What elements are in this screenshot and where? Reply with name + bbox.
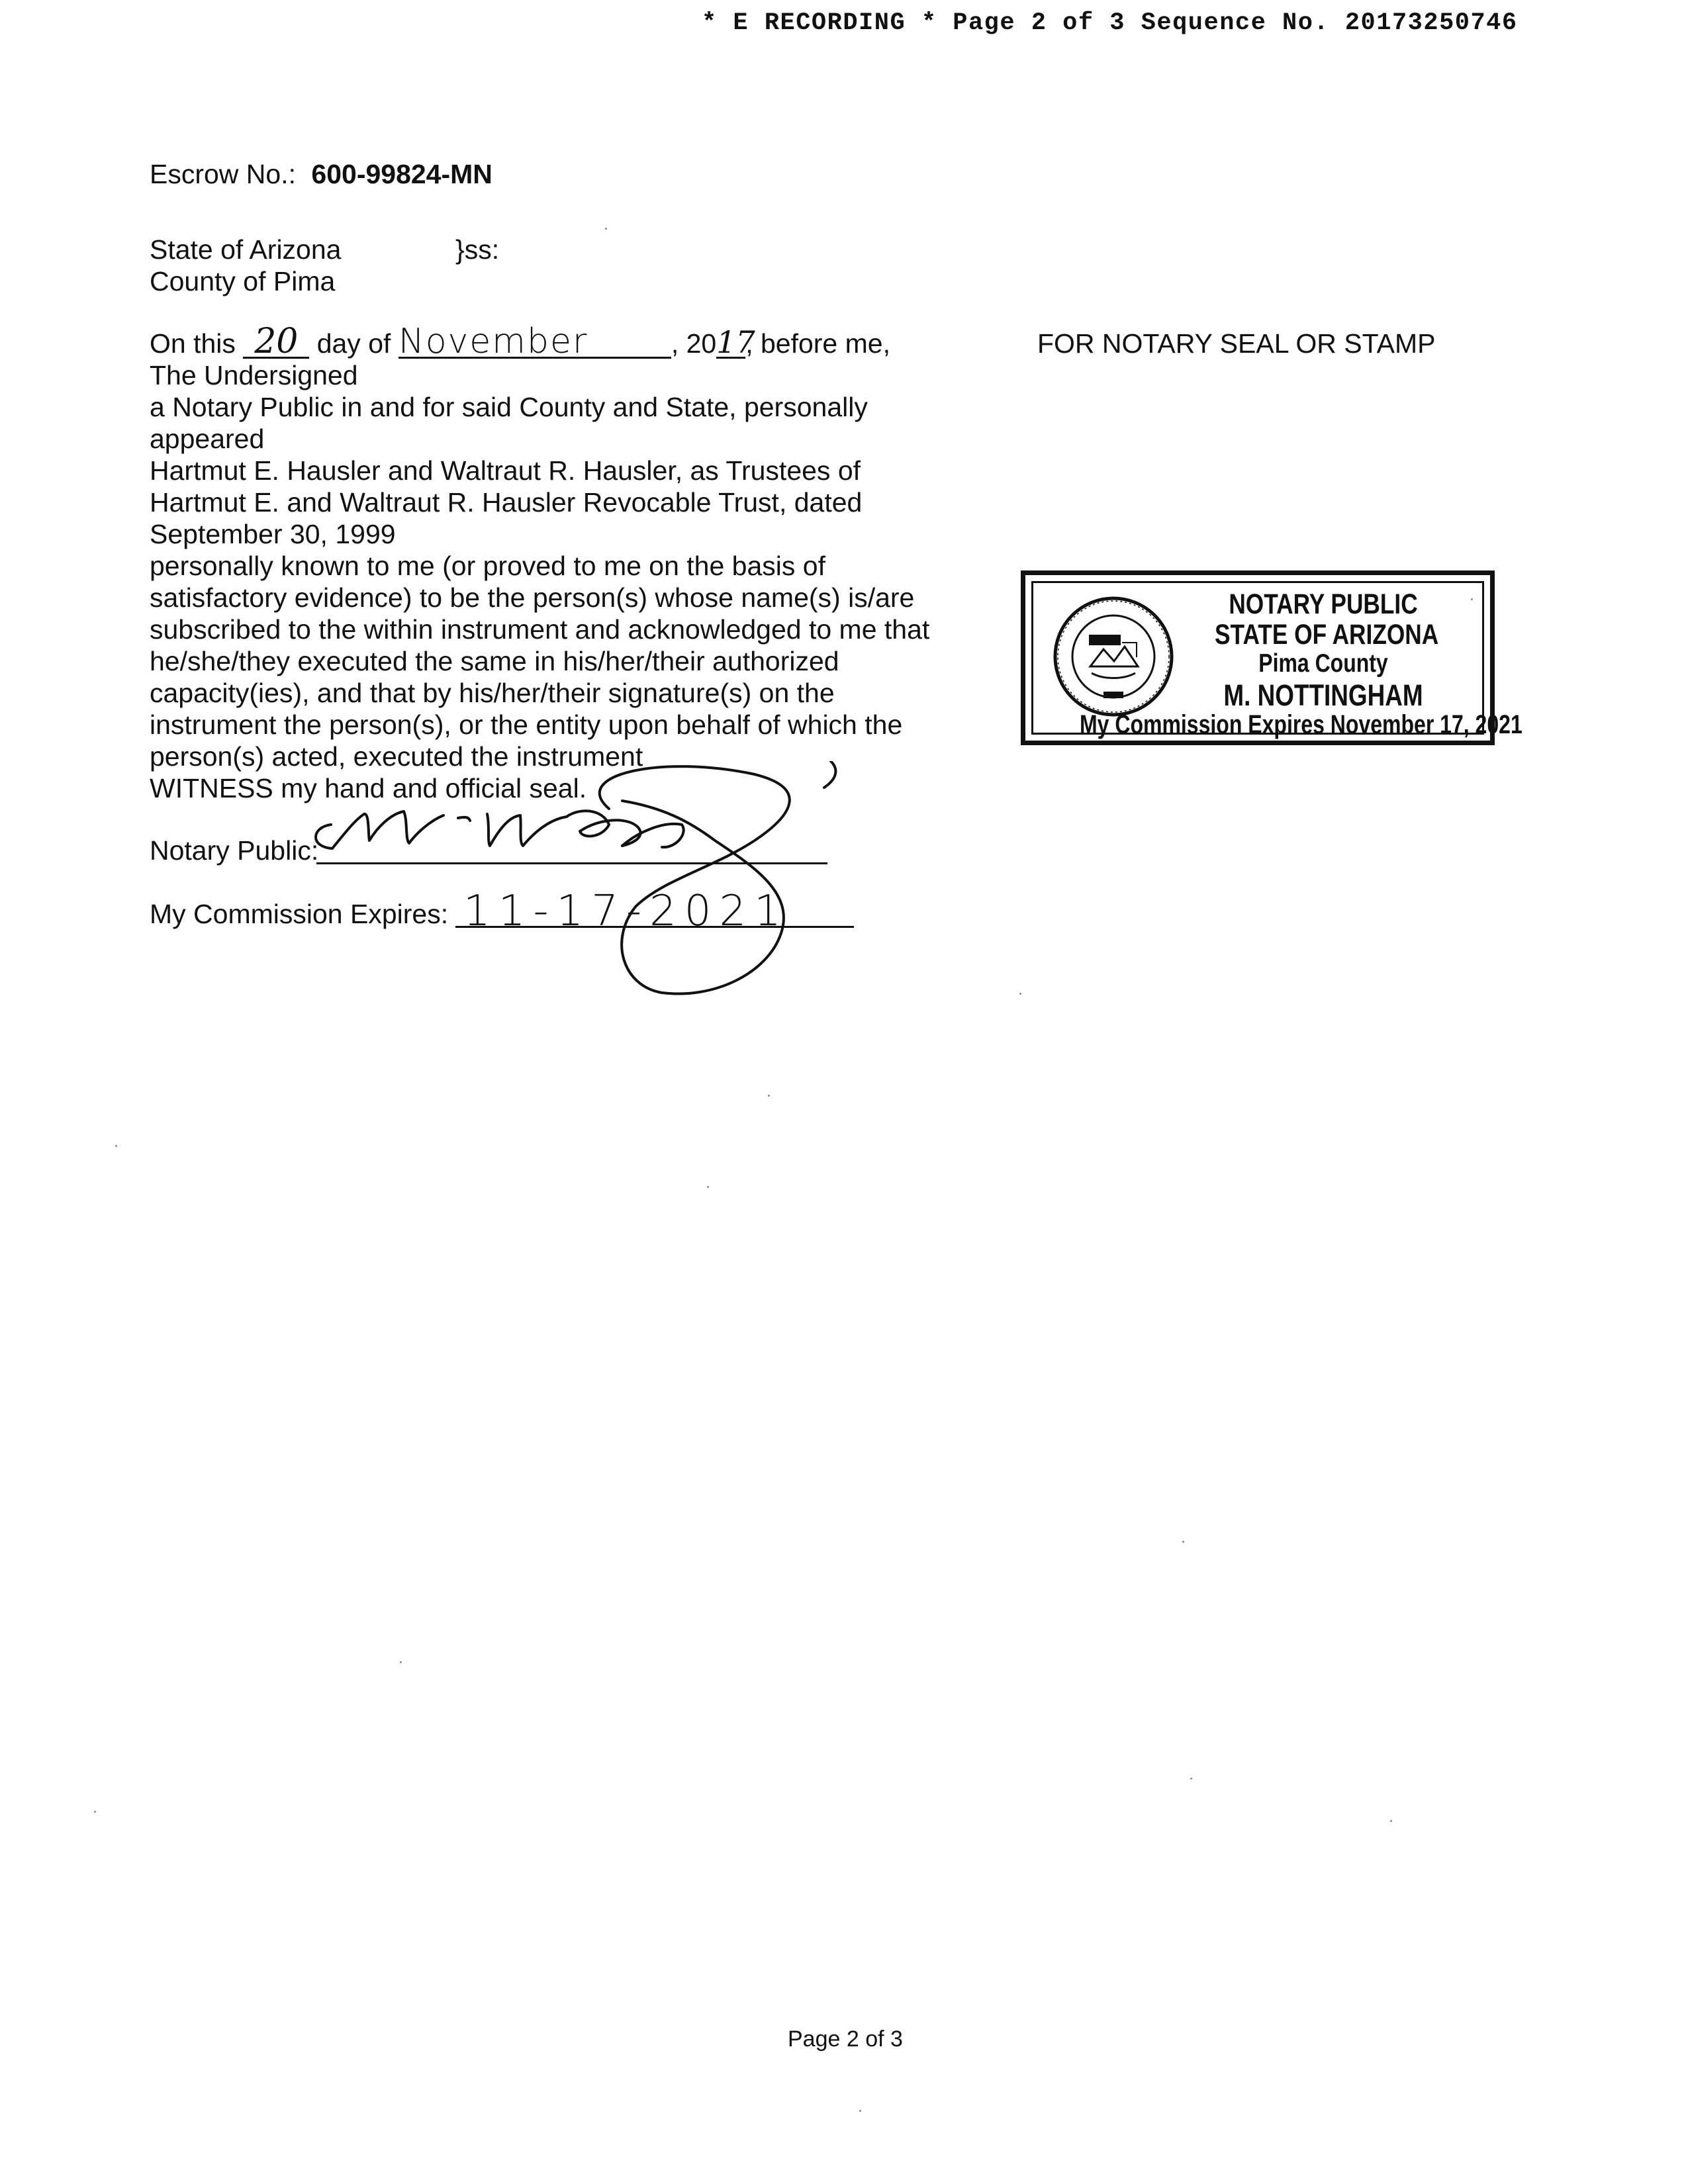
scan-speck — [1390, 1820, 1392, 1822]
year-prefix: , 20 — [671, 328, 717, 359]
venue-state: State of Arizona — [150, 234, 342, 265]
day-value: 20 — [254, 322, 299, 361]
scan-speck — [1190, 1778, 1192, 1780]
year-field — [716, 324, 755, 360]
ack-line: appeared — [150, 424, 265, 454]
ack-line: capacity(ies), and that by his/her/their signature(s) on the — [150, 678, 835, 708]
commission-label: My Commission Expires: — [150, 899, 449, 929]
notary-signature — [291, 761, 887, 1046]
day-of-text: day of — [316, 328, 391, 359]
stamp-notary-name: M. NOTTINGHAM — [1223, 678, 1423, 712]
notary-stamp — [1021, 570, 1523, 745]
scan-speck — [115, 1145, 117, 1147]
stamp-title: NOTARY PUBLIC — [1229, 588, 1418, 620]
venue-ss: }ss: — [455, 234, 500, 265]
ack-first-line — [150, 322, 890, 361]
ack-line: satisfactory evidence) to be the person(s) whose name(s) is/are — [150, 582, 915, 613]
ack-line: person(s) acted, executed the instrument — [150, 741, 643, 772]
ack-line: Hartmut E. and Waltraut R. Hausler Revocable Trust, dated — [150, 487, 863, 518]
ack-line: personally known to me (or proved to me on the basis of — [150, 551, 825, 581]
month-value: November — [398, 322, 588, 361]
scan-speck — [859, 2110, 861, 2112]
ack-line: Hartmut E. Hausler and Waltraut R. Hausler, as Trustees of — [150, 455, 861, 486]
on-this-text: On this — [150, 328, 236, 359]
ack-line: a Notary Public in and for said County and State, personally — [150, 392, 868, 422]
recording-header: * E RECORDING * Page 2 of 3 Sequence No. 20173250746 — [702, 9, 1518, 37]
ack-line: instrument the person(s), or the entity upon behalf of which the — [150, 709, 903, 740]
stamp-state: STATE OF ARIZONA — [1215, 619, 1439, 651]
escrow-number: 600-99824-MN — [311, 159, 492, 189]
commission-value: 11-17-2021 — [463, 887, 789, 936]
scan-speck — [1019, 993, 1021, 995]
scan-speck — [1182, 1541, 1184, 1543]
day-field — [243, 322, 309, 361]
page-footer: Page 2 of 3 — [788, 2026, 903, 2052]
year-value: 17 — [716, 324, 755, 360]
scan-speck — [768, 1095, 770, 1097]
stamp-county: Pima County — [1258, 649, 1388, 678]
ack-line: subscribed to the within instrument and acknowledged to me that — [150, 614, 930, 645]
month-field — [398, 322, 671, 361]
witness-line: WITNESS my hand and official seal. — [150, 773, 587, 803]
state-seal-icon — [1051, 594, 1176, 719]
ack-line: he/she/they executed the same in his/her/their authorized — [150, 646, 839, 676]
notary-public-label: Notary Public: — [150, 835, 319, 866]
scan-speck — [1471, 598, 1473, 600]
ack-line: September 30, 1999 — [150, 519, 396, 549]
seal-area-label: FOR NOTARY SEAL OR STAMP — [1037, 328, 1436, 359]
scan-speck — [707, 1186, 709, 1188]
scan-speck — [605, 228, 607, 230]
escrow-label: Escrow No.: — [150, 159, 296, 189]
before-me-text: , before me, — [745, 328, 890, 359]
escrow-line — [150, 159, 492, 191]
officer-name: The Undersigned — [150, 360, 358, 390]
stamp-commission: My Commission Expires November 17, 2021 — [1080, 710, 1523, 739]
venue-county: County of Pima — [150, 266, 336, 296]
scan-speck — [94, 1811, 96, 1813]
scan-speck — [400, 1661, 402, 1663]
